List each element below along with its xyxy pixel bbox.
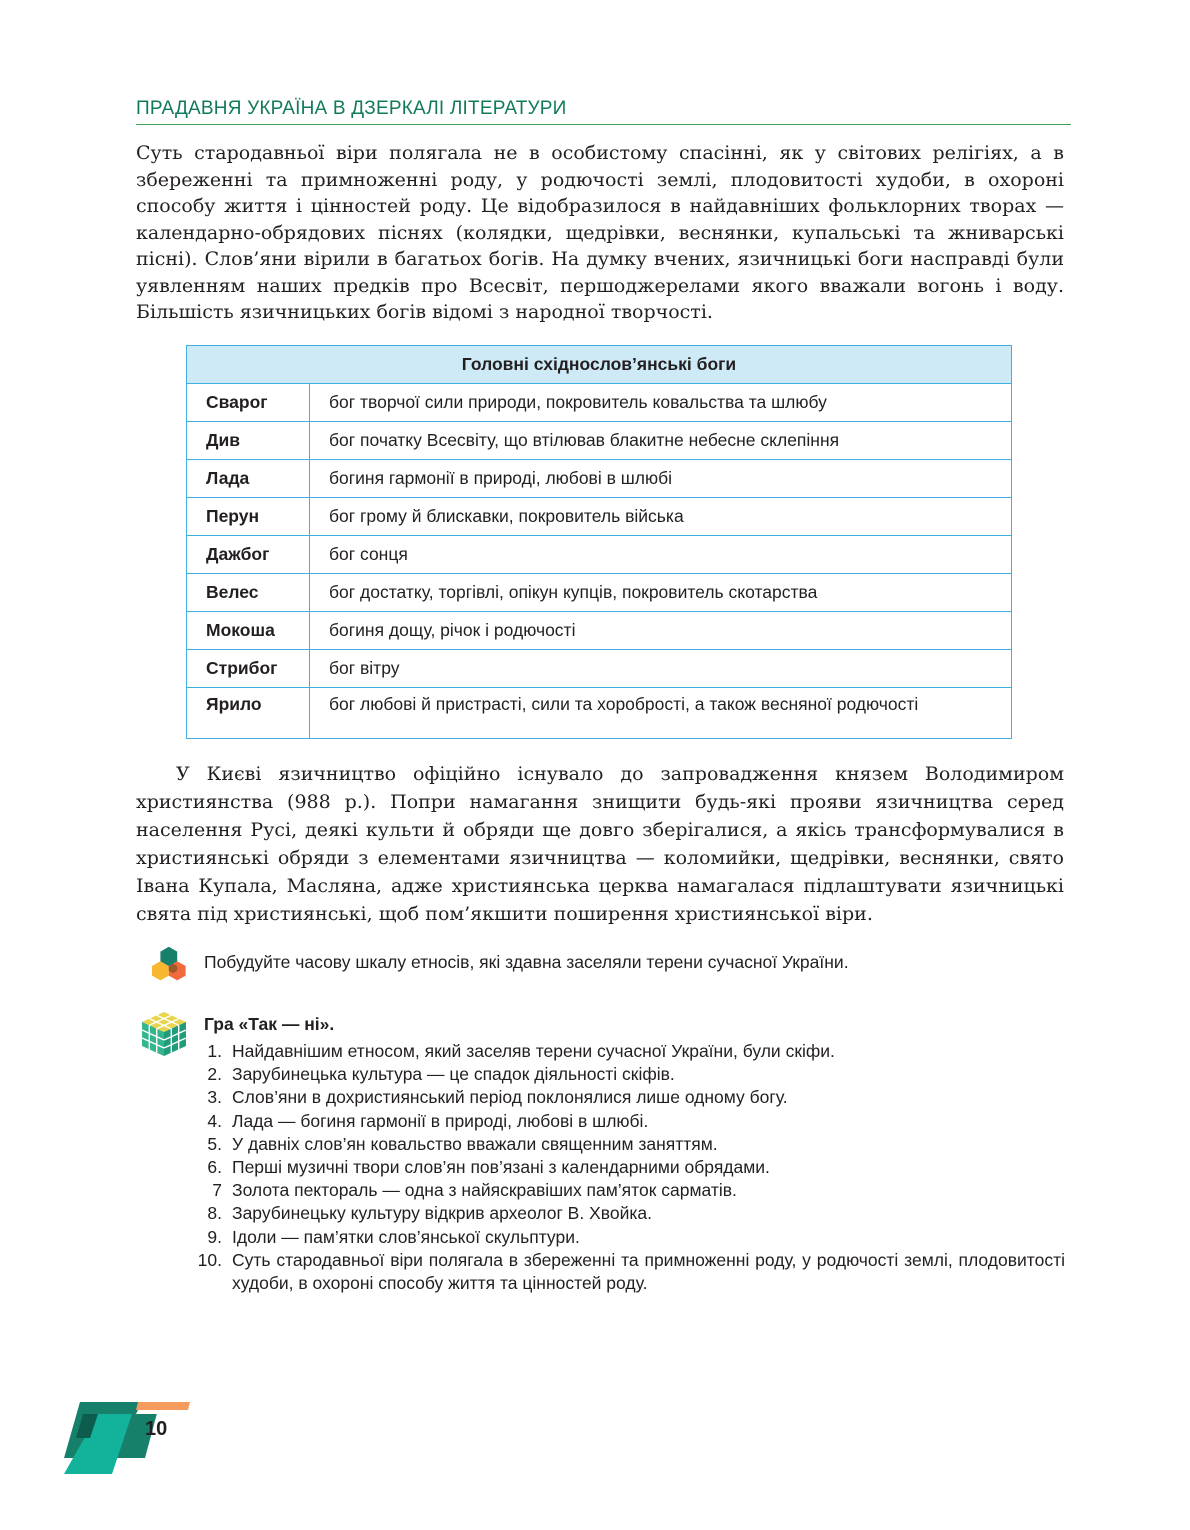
- god-name: Сварог: [187, 384, 310, 422]
- page-corner-decoration: [50, 1398, 200, 1478]
- item-number: 6.: [207, 1157, 222, 1178]
- item-text: Лада — богиня гармонії в природі, любові в шлюбі.: [232, 1110, 649, 1131]
- game-title: Гра «Так — ні».: [204, 1014, 335, 1034]
- item-number: 10.: [197, 1249, 222, 1270]
- god-name: Лада: [187, 460, 310, 498]
- god-name: Перун: [187, 498, 310, 536]
- list-item: [190, 1086, 1065, 1109]
- list-item: [190, 1156, 1065, 1179]
- list-item: [190, 1249, 1065, 1295]
- second-paragraph: У Києві язичництво офіційно існувало до запровадження князем Володимиром християнства (988 р.). Попри намагання знищити будь-які прояви язичництва серед населення Русі, деякі культи й обряди ще довго зберігалися, а якісь трансформувалися в християнські обряди з елементами язичництва — коломийки, щедрівки, веснянки, свято Івана Купала, Масляна, адже християнська церква намагалася підлаштувати язичницькі свята під християнські, щоб пом’якшити поширення християнської віри.: [136, 763, 1064, 925]
- list-item: [190, 1133, 1065, 1156]
- intro-paragraph: Суть стародавньої віри полягала не в особистому спасінні, як у світових релігіях, а в збереженні та примноженні роду, у родючості землі, плодовитості худоби, в охороні способу життя і цінностей роду. Це відобразилося в найдавніших фольклорних творах — календарно-обрядових піснях (колядки, щедрівки, веснянки, купальські та жниварські пісні). Слов’яни вірили в багатьох богів. На думку вчених, язичницькі боги насправді були уявленням наших предків про Всесвіт, першоджерелами якого вважали вогонь і воду. Більшість язичницьких богів відомі з народної творчості.: [136, 142, 1064, 323]
- table-row: [187, 612, 1012, 650]
- page-number: 10: [145, 1418, 168, 1440]
- item-text: Суть стародавньої віри полягала в збереженні та примноженні роду, у родючості землі, плодовитості худоби, в охороні способу життя та цінностей роду.: [232, 1249, 1065, 1294]
- god-description: бог вітру: [310, 650, 1012, 688]
- item-text: Найдавнішим етносом, який заселяв терени сучасної України, були скіфи.: [232, 1041, 835, 1061]
- item-text: Слов’яни в дохристиянський період поклонялися лише одному богу.: [232, 1087, 788, 1108]
- god-description: бог достатку, торгівлі, опікун купців, покровитель скотарства: [310, 574, 1012, 612]
- gods-table: [186, 345, 1012, 739]
- table-row: [187, 422, 1012, 460]
- table-row: [187, 384, 1012, 422]
- god-description: богиня дощу, річок і родючості: [310, 612, 1012, 650]
- table-row: [187, 650, 1012, 688]
- page-header: [136, 96, 1071, 125]
- god-name: Стрибог: [187, 650, 310, 688]
- item-text: У давніх слов’ян ковальство вважали священним заняттям.: [232, 1133, 718, 1154]
- god-name: Див: [187, 422, 310, 460]
- god-name: Ярило: [187, 688, 310, 739]
- table-title: Головні східнослов’янські боги: [187, 346, 1012, 384]
- item-number: 2.: [207, 1064, 222, 1085]
- item-text: Перші музичні твори слов’ян пов’язані з календарними обрядами.: [232, 1157, 770, 1178]
- god-description: бог сонця: [310, 536, 1012, 574]
- list-item: [190, 1226, 1065, 1249]
- header-title: ПРАДАВНЯ УКРАЇНА В ДЗЕРКАЛІ ЛІТЕРАТУРИ: [136, 98, 567, 119]
- list-item: [190, 1063, 1065, 1086]
- god-name: Мокоша: [187, 612, 310, 650]
- god-description: бог грому й блискавки, покровитель війська: [310, 498, 1012, 536]
- game-question-list: [190, 1040, 1065, 1295]
- table-row: [187, 536, 1012, 574]
- item-number: 5.: [207, 1133, 222, 1154]
- god-description: бог початку Всесвіту, що втілював блакитне небесне склепіння: [310, 422, 1012, 460]
- list-item: [190, 1202, 1065, 1225]
- list-item: [190, 1179, 1065, 1202]
- table-row: [187, 574, 1012, 612]
- god-description: бог творчої сили природи, покровитель ковальства та шлюбу: [310, 384, 1012, 422]
- god-description: богиня гармонії в природі, любові в шлюбі: [310, 460, 1012, 498]
- item-number: 3.: [207, 1087, 222, 1108]
- task-text: Побудуйте часову шкалу етносів, які здавна заселяли терени сучасної України.: [204, 952, 849, 972]
- item-number: 7: [212, 1180, 222, 1201]
- item-number: 9.: [207, 1226, 222, 1247]
- table-row: [187, 460, 1012, 498]
- god-name: Велес: [187, 574, 310, 612]
- item-number: 4.: [207, 1110, 222, 1131]
- hexagons-icon: [136, 940, 196, 982]
- god-name: Дажбог: [187, 536, 310, 574]
- cube-icon: [138, 1008, 190, 1060]
- table-row: [187, 688, 1012, 739]
- item-number: 1.: [207, 1041, 222, 1061]
- god-description: бог любові й пристрасті, сили та хоробрості, а також весняної родючості: [310, 688, 1012, 739]
- item-text: Ідоли — пам’ятки слов’янської скульптури.: [232, 1226, 580, 1247]
- item-text: Зарубинецьку культуру відкрив археолог В. Хвойка.: [232, 1203, 652, 1224]
- item-text: Зарубинецька культура — це спадок діяльності скіфів.: [232, 1064, 675, 1085]
- item-text: Золота пектораль — одна з найяскравіших пам’яток сарматів.: [232, 1180, 737, 1201]
- list-item: [190, 1110, 1065, 1133]
- item-number: 8.: [207, 1203, 222, 1224]
- list-item: [190, 1040, 1065, 1063]
- table-row: [187, 498, 1012, 536]
